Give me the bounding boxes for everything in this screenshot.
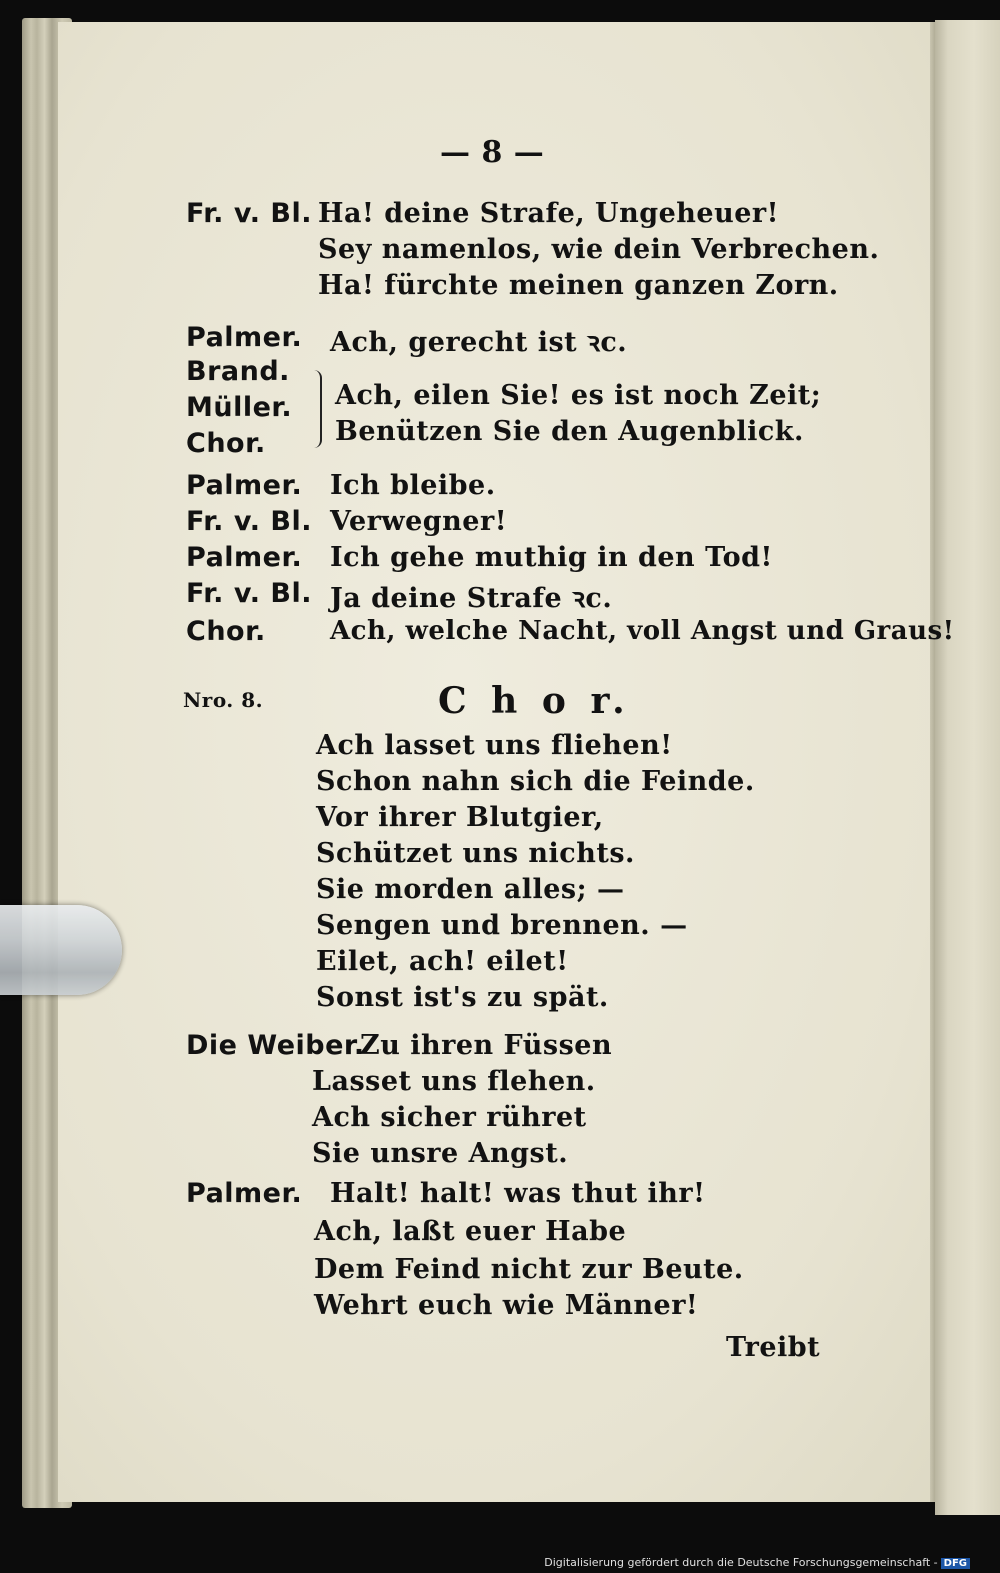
speaker-label: Brand. xyxy=(186,356,290,387)
verse-line: Halt! halt! was thut ihr! xyxy=(330,1178,706,1209)
verse-line: Benützen Sie den Augenblick. xyxy=(335,416,804,447)
verse-line: Ha! deine Strafe, Ungeheuer! xyxy=(318,198,779,229)
verse-line: Sengen und brennen. — xyxy=(316,910,688,941)
dfg-logo: DFG xyxy=(941,1558,970,1569)
verse-line: Schützet uns nichts. xyxy=(316,838,635,869)
credit-text: Digitalisierung gefördert durch die Deutsche Forschungsgemeinschaft - xyxy=(544,1556,938,1569)
verse-line: Lasset uns flehen. xyxy=(312,1066,596,1097)
speaker-label: Palmer. xyxy=(186,1178,303,1209)
verse-line: Zu ihren Füssen xyxy=(360,1030,613,1061)
verse-line: Ach, eilen Sie! es ist noch Zeit; xyxy=(335,380,822,411)
speaker-label: Fr. v. Bl. xyxy=(186,198,312,229)
speaker-label: Palmer. xyxy=(186,322,303,353)
speaker-label: Fr. v. Bl. xyxy=(186,578,312,609)
verse-line: Ja deine Strafe ꝛc. xyxy=(330,583,613,614)
speaker-label: Die Weiber. xyxy=(186,1030,365,1061)
speaker-label: Chor. xyxy=(186,428,266,459)
speaker-label: Fr. v. Bl. xyxy=(186,506,312,537)
verse-line: Ach, laßt euer Habe xyxy=(314,1216,627,1247)
verse-line: Sie unsre Angst. xyxy=(312,1138,569,1169)
speaker-label: Chor. xyxy=(186,616,266,647)
catchword: Treibt xyxy=(726,1332,821,1363)
verse-line: Verwegner! xyxy=(330,506,508,537)
verse-line: Eilet, ach! eilet! xyxy=(316,946,569,977)
verse-line: Vor ihrer Blutgier, xyxy=(316,802,604,833)
speaker-label: Palmer. xyxy=(186,470,303,501)
thumb-holding-page xyxy=(0,905,122,995)
verse-line: Ach sicher rühret xyxy=(312,1102,587,1133)
verse-line: Sie morden alles; — xyxy=(316,874,625,905)
speaker-label: Palmer. xyxy=(186,542,303,573)
digitization-credit xyxy=(544,1556,970,1569)
section-title: C h o r. xyxy=(438,680,631,722)
verse-line: Ach, welche Nacht, voll Angst und Graus! xyxy=(330,616,955,646)
speaker-label: Müller. xyxy=(186,392,293,423)
verse-line: Sey namenlos, wie dein Verbrechen. xyxy=(318,234,880,265)
section-number: Nro. 8. xyxy=(183,688,264,712)
verse-line: Dem Feind nicht zur Beute. xyxy=(314,1254,744,1285)
verse-line: Ach lasset uns fliehen! xyxy=(316,730,673,761)
verse-line: Ich gehe muthig in den Tod! xyxy=(330,542,773,573)
verse-line: Ich bleibe. xyxy=(330,470,496,501)
verse-line: Ach, gerecht ist ꝛc. xyxy=(330,327,628,358)
brace-bracket xyxy=(310,370,322,448)
verse-line: Sonst ist's zu spät. xyxy=(316,982,609,1013)
verse-line: Schon nahn sich die Feinde. xyxy=(316,766,755,797)
page-number: — 8 — xyxy=(440,135,545,170)
verse-line: Wehrt euch wie Männer! xyxy=(314,1290,699,1321)
facing-page-edge xyxy=(935,20,1000,1515)
verse-line: Ha! fürchte meinen ganzen Zorn. xyxy=(318,270,839,301)
